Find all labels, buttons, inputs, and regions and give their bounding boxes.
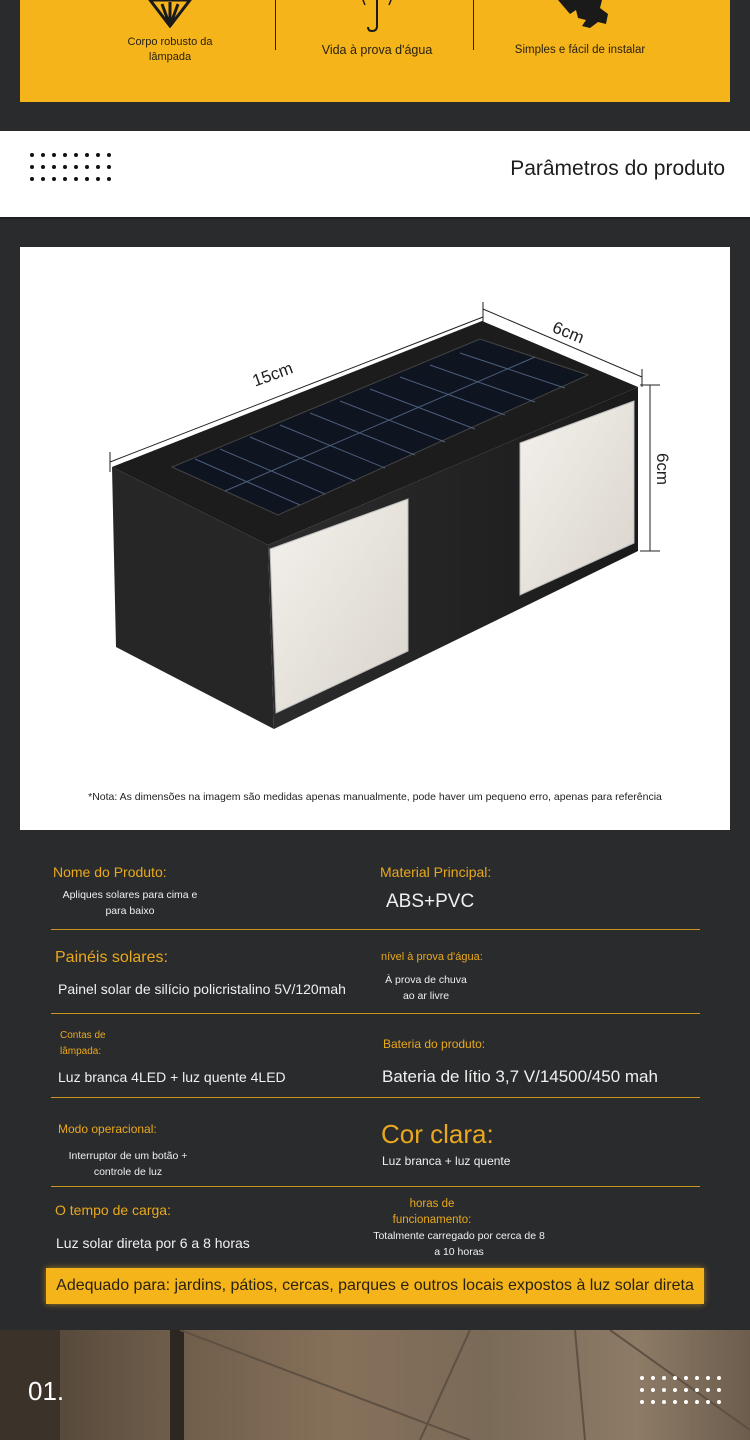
section-header (0, 131, 750, 219)
feature-install (490, 0, 670, 102)
row-divider (51, 1013, 700, 1014)
section-number: 01. (28, 1376, 65, 1406)
product-image-card (20, 247, 730, 830)
divider (473, 0, 474, 50)
spec-color-label: Cor clara: (381, 1119, 494, 1149)
umbrella-icon (359, 0, 395, 32)
gear-icon (550, 0, 610, 28)
spec-work-value: Totalmente carregado por cerca de 8 a 10 horas (373, 1230, 545, 1258)
spec-solar-label: Painéis solares: (55, 949, 168, 966)
spec-charge-value: Luz solar direta por 6 a 8 horas (56, 1235, 250, 1251)
feature-label: Corpo robusto da lâmpada (127, 36, 213, 63)
row-divider (51, 929, 700, 930)
spec-waterproof-label: nível à prova d'água: (381, 951, 483, 963)
dim-depth-label: 6cm (549, 317, 587, 348)
spec-mode-label: Modo operacional: (58, 1122, 157, 1136)
tree-icon (148, 0, 192, 28)
spec-battery-label: Bateria do produto: (383, 1037, 486, 1051)
dot-grid-icon (30, 153, 112, 183)
dim-height-label: 6cm (653, 452, 673, 486)
dim-length-label: 15cm (249, 358, 296, 391)
spec-waterproof-value: À prova de chuva ao ar livre (385, 974, 467, 1002)
dot-grid-icon (640, 1376, 722, 1406)
divider (275, 0, 276, 50)
spec-mode-value: Interruptor de um botão + controle de luz (68, 1150, 188, 1178)
row-divider (51, 1186, 700, 1187)
product-illustration (20, 247, 730, 787)
suitable-for-banner: Adequado para: jardins, pátios, cercas, parques e outros locais expostos à luz solar direta (46, 1268, 704, 1304)
dimension-note: *Nota: As dimensões na imagem são medidas apenas manualmente, pode haver um pequeno erro, apenas para referência (88, 791, 662, 803)
feature-band (20, 0, 730, 102)
spec-name-value: Apliques solares para cima e para baixo (62, 889, 198, 917)
spec-color-value: Luz branca + luz quente (382, 1154, 511, 1168)
spec-battery-value: Bateria de lítio 3,7 V/14500/450 mah (382, 1067, 658, 1086)
spec-beads-value: Luz branca 4LED + luz quente 4LED (58, 1069, 286, 1085)
spec-solar-value: Painel solar de silício policristalino 5V/120mah (58, 981, 346, 997)
section-title: Parâmetros do produto (510, 157, 725, 180)
photo-texture (0, 1330, 750, 1440)
feature-robust (80, 0, 260, 102)
feature-label: Simples e fácil de instalar (514, 44, 646, 56)
spec-name-label: Nome do Produto: (53, 864, 167, 880)
spec-beads-label: Contas de lâmpada: (60, 1030, 106, 1057)
feature-waterproof (295, 0, 459, 102)
row-divider (51, 1097, 700, 1098)
scene-photo (0, 1330, 750, 1440)
spec-charge-label: O tempo de carga: (55, 1202, 171, 1218)
spec-material-label: Material Principal: (380, 864, 492, 880)
spec-work-label: horas de funcionamento: (392, 1198, 472, 1226)
spec-material-value: ABS+PVC (386, 891, 475, 912)
feature-label: Vida à prova d'água (321, 43, 433, 57)
